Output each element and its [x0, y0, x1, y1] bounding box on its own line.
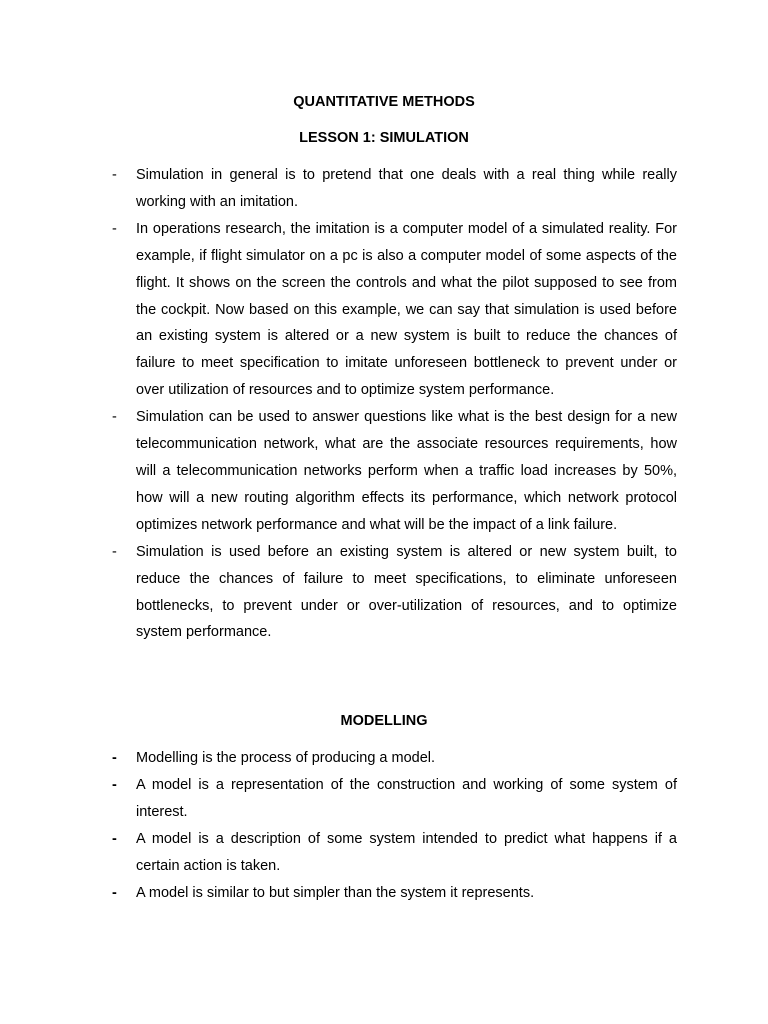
list-item-text: A model is a description of some system intended to predict what happens if a certain action is taken.	[136, 830, 677, 874]
simulation-list	[0, 162, 768, 646]
list-item	[0, 880, 677, 907]
list-item-text: In operations research, the imitation is a computer model of a simulated reality. For example, if flight simulator on a pc is also a computer model of some aspects of the flight. It shows on the screen the controls and what the pilot supposed to see from the cockpit. Now based on this example, we can say that simulation is used before an existing system is altered or a new system is built to reduce the chances of failure to meet specification to imitate unforeseen bottleneck to prevent under or over utilization of resources and to optimize system performance.	[136, 220, 677, 399]
list-marker: -	[112, 884, 117, 901]
list-marker: -	[112, 750, 117, 766]
list-item	[0, 404, 677, 539]
list-item-text: Simulation can be used to answer questions like what is the best design for a new telecommunication network, what are the associate resources requirements, how will a telecommunication networks perform when a traffic load increases by 50%, how will a new routing algorithm effects its performance, which network protocol optimizes network performance and what will be the impact of a link failure.	[136, 409, 677, 533]
list-item	[0, 539, 677, 647]
list-item-text: A model is similar to but simpler than the system it represents.	[136, 884, 535, 901]
list-item-text: Simulation is used before an existing system is altered or new system built, to reduce the chances of failure to meet specifications, to eliminate unforeseen bottlenecks, to prevent under or over-utilization of resources, and to optimize system performance.	[136, 543, 677, 641]
list-item	[0, 216, 677, 404]
document-title: QUANTITATIVE METHODS	[293, 94, 475, 110]
list-item	[0, 745, 677, 772]
modelling-list	[0, 745, 768, 906]
modelling-heading: MODELLING	[340, 713, 428, 729]
list-marker: -	[112, 776, 117, 793]
list-item-text: A model is a representation of the construction and working of some system of interest.	[136, 776, 677, 820]
list-marker: -	[112, 220, 117, 237]
list-item	[0, 162, 677, 216]
list-marker: -	[112, 830, 117, 847]
list-item	[0, 826, 677, 880]
list-marker: -	[112, 167, 117, 183]
lesson-heading: LESSON 1: SIMULATION	[299, 130, 469, 146]
list-marker: -	[112, 543, 117, 560]
list-item-text: Simulation in general is to pretend that one deals with a real thing while really working with an imitation.	[136, 167, 677, 210]
list-marker: -	[112, 409, 117, 426]
list-item	[0, 772, 677, 826]
list-item-text: Modelling is the process of producing a model.	[136, 750, 436, 766]
